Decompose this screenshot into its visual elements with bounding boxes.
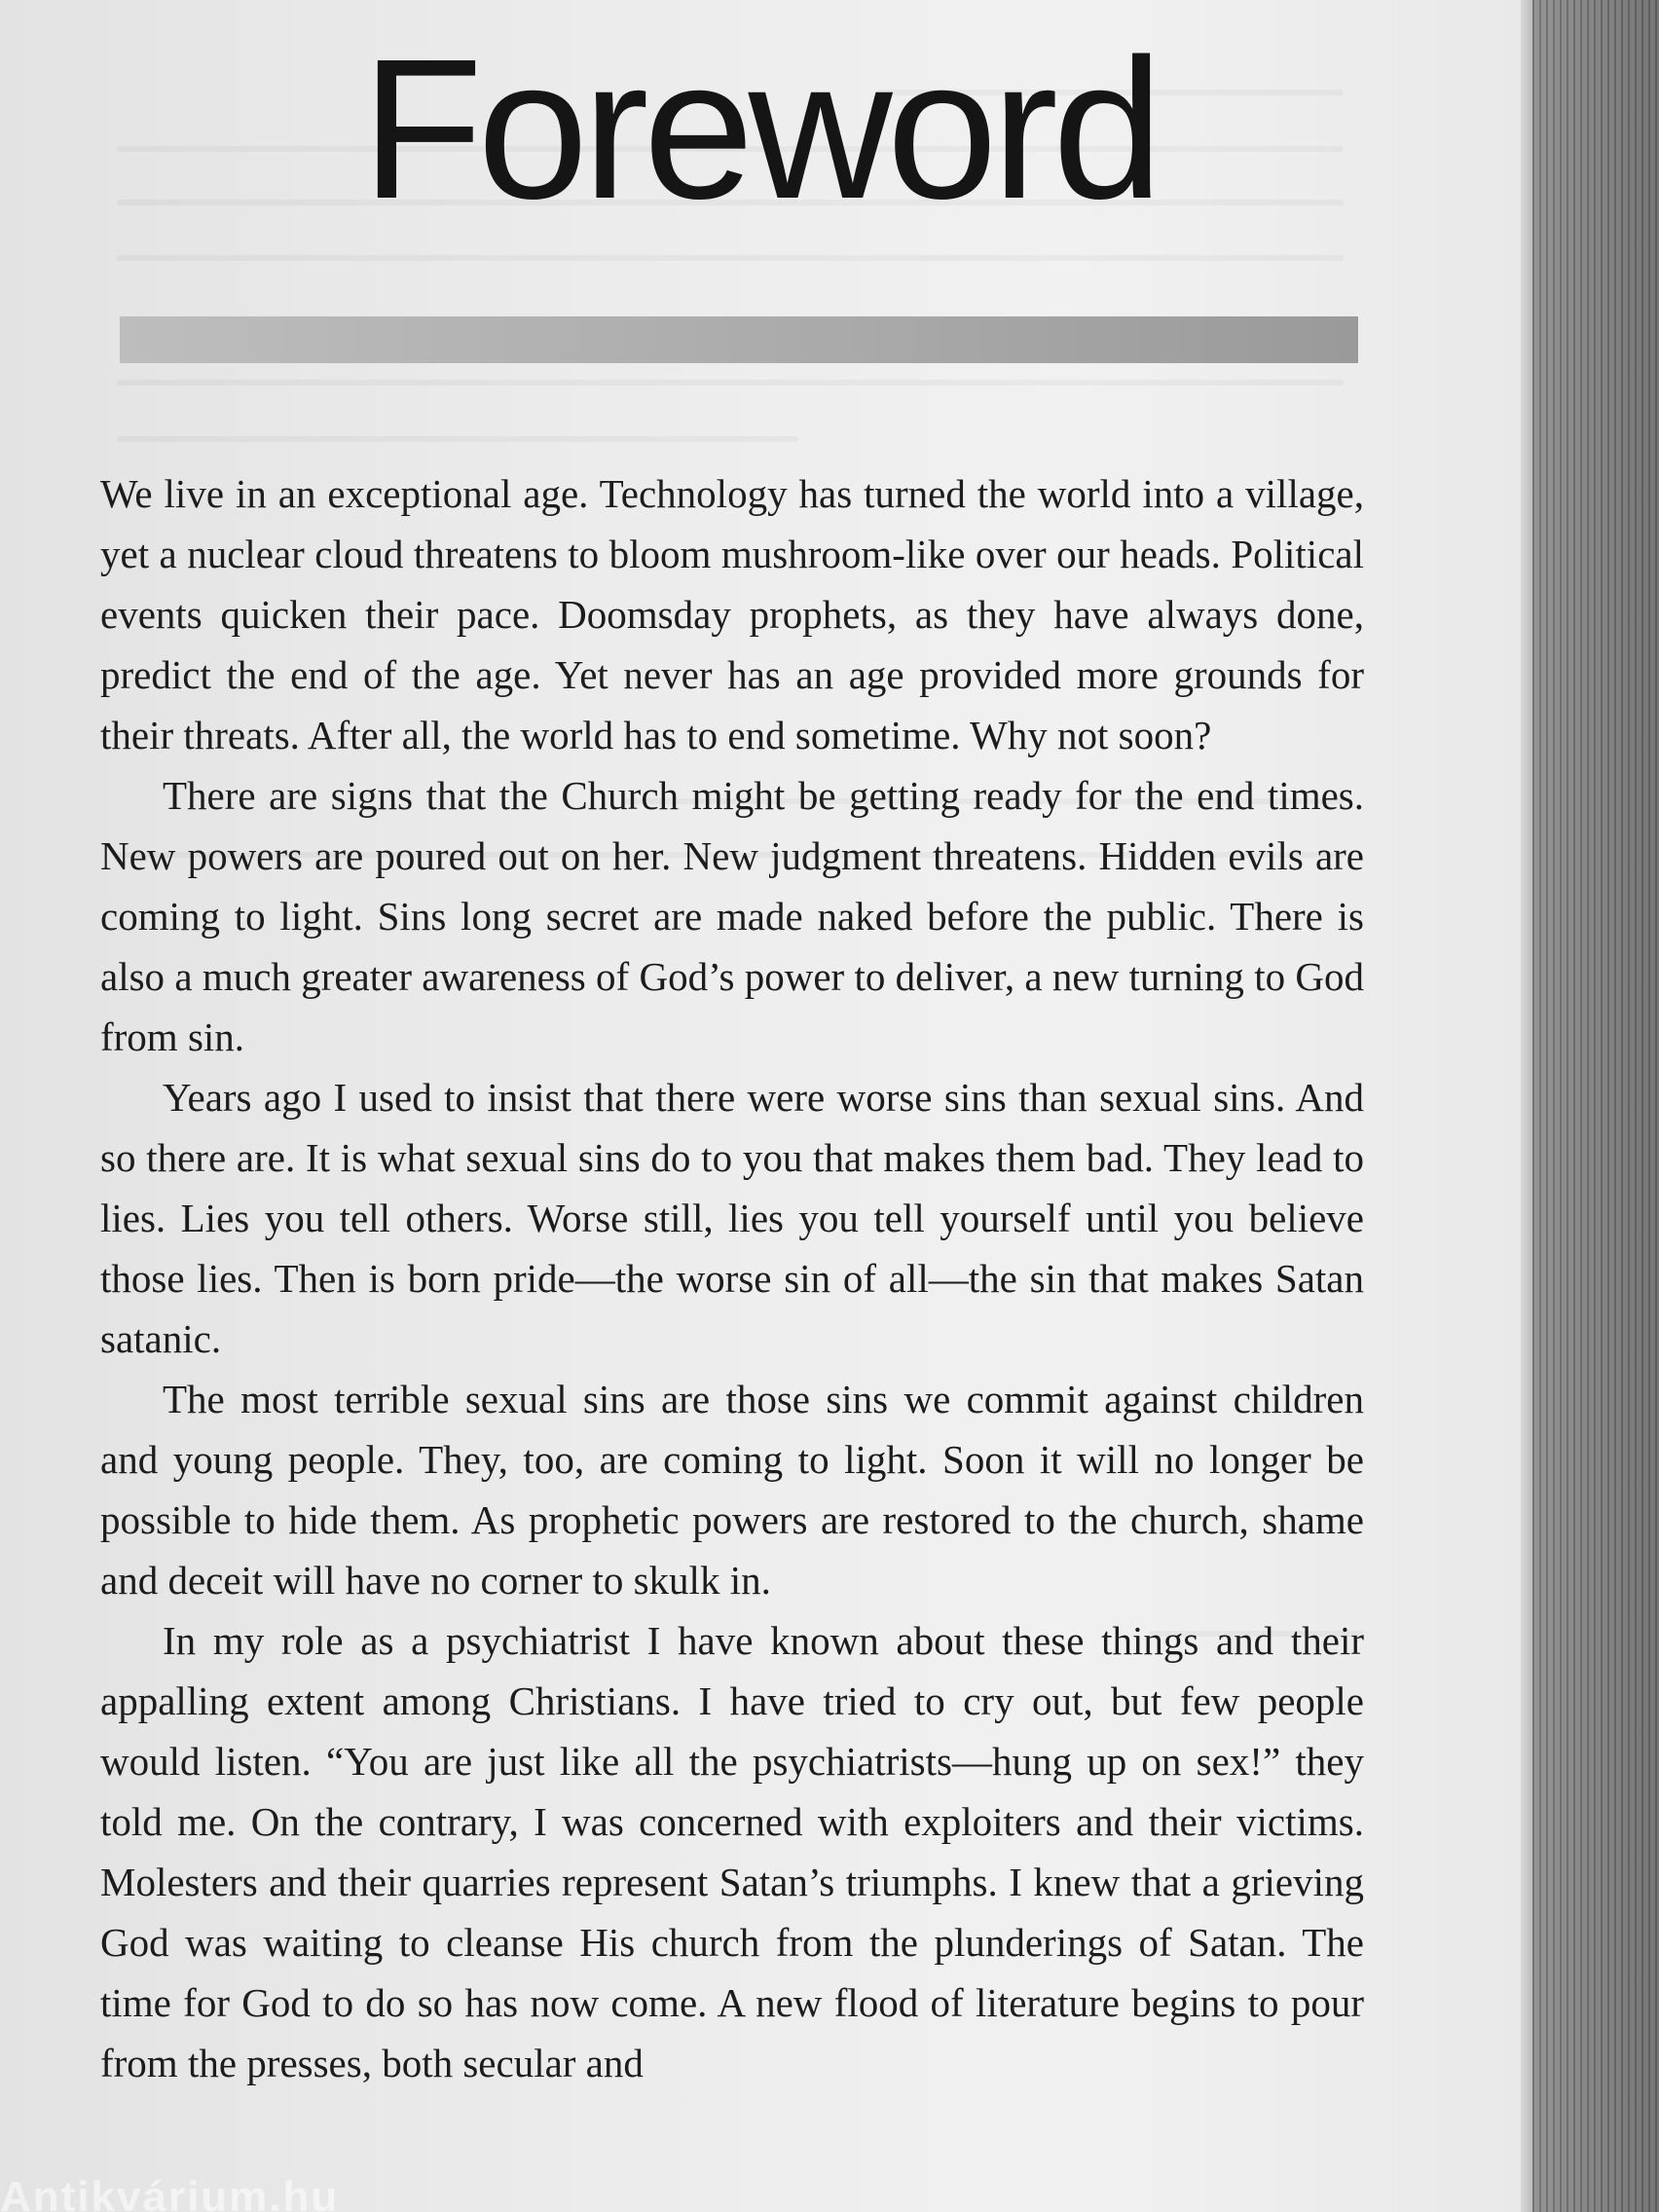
page-title: Foreword [361, 18, 1158, 240]
paragraph: We live in an exceptional age. Technology has turned the world into a village, yet a nuclear cloud threatens to bloom mushroom-like over our heads. Political events quicken their pace. Doomsday prophets, as they have always done, predict the end of the age. Yet never has an age provided more grounds for their threats. After all, the world has to end sometime. Why not soon? [100, 471, 1364, 757]
title-rule [120, 316, 1358, 363]
paragraph: In my role as a psychiatrist I have known about these things and their appalling extent among Christians. I have tried to cry out, but few people would listen. “You are just like all the psychiatrists—hung up on sex!” they told me. On the contrary, I was concerned with exploiters and their victims. Molesters and their quarries represent Satan’s triumphs. I knew that a grieving God was waiting to cleanse His church from the plunderings of Satan. The time for God to do so has now come. A new flood of literature begins to pour from the presses, both secular and [100, 1618, 1364, 2085]
paragraph: There are signs that the Church might be getting ready for the end times. New powers are poured out on her. New judgment threatens. Hidden evils are coming to light. Sins long secret are made naked before the public. There is also a much greater awareness of God’s power to deliver, a new turning to God from sin. [100, 773, 1364, 1059]
paragraph: Years ago I used to insist that there were worse sins than sexual sins. And so there are. It is what sexual sins do to you that makes them bad. They lead to lies. Lies you tell others. Worse still, lies you tell yourself until you believe those lies. Then is born pride—the worse sin of all—the sin that makes Satan satanic. [100, 1075, 1364, 1361]
body-text [100, 463, 1364, 2093]
show-through-line [117, 436, 798, 442]
page-stack-background [1532, 0, 1659, 2212]
show-through-line [117, 255, 1344, 261]
page-edge [1521, 0, 1532, 2212]
paragraph: The most terrible sexual sins are those sins we commit against children and young people. They, too, are coming to light. Soon it will no longer be possible to hide them. As prophetic powers are restored to the church, shame and deceit will have no corner to skulk in. [100, 1377, 1364, 1603]
show-through-line [117, 380, 1344, 386]
watermark: Antikvárium.hu [0, 2173, 340, 2212]
